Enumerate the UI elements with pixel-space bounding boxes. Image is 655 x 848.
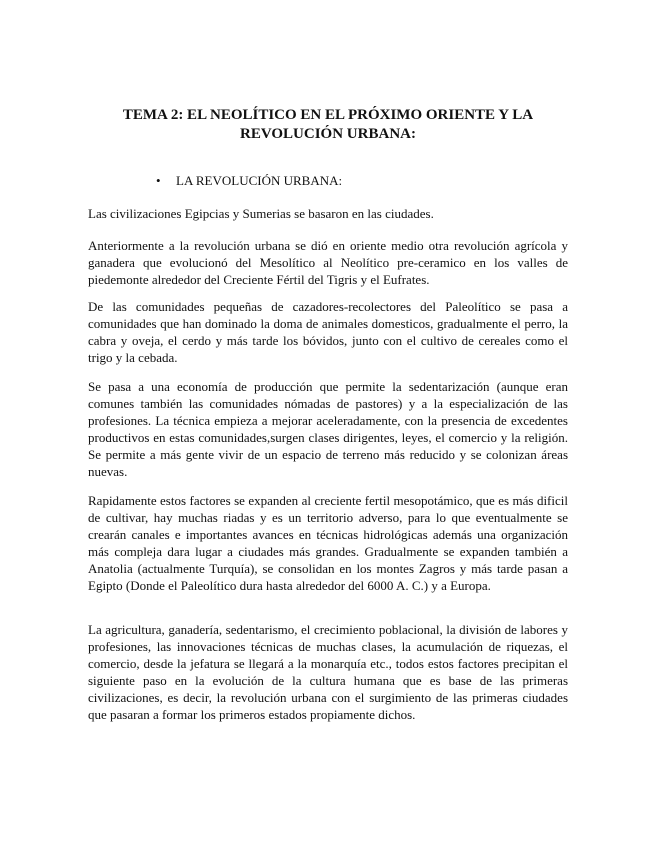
bullet-icon: • (156, 173, 161, 188)
paragraph: Las civilizaciones Egipcias y Sumerias se basaron en las ciudades. (88, 206, 434, 221)
section-heading (156, 172, 342, 189)
paragraph: Rapidamente estos factores se expanden al creciente fertil mesopotámico, que es más dificil de cultivar, hay muchas riadas y es un territorio adverso, para lo que eventualmente se crearán canales e importantes avances en técnicas hidrológicas además una organización más compleja dara lugar a ciudades más grandes. Gradualmente se expanden también a Anatolia (actualmente Turquía), se consolidan en los montes Zagros y más tarde pasan a Egipto (Donde el Paleolítico dura hasta alrededor del 6000 A. C.) y a Europa. (88, 493, 568, 593)
paragraph: Se pasa a una economía de producción que permite la sedentarización (aunque eran comunes también las comunidades nómadas de pastores) y a la especialización de las profesiones. La técnica empieza a mejorar aceleradamente, con la presencia de excedentes productivos en estas comunidades,surgen clases dirigentes, leyes, el comercio y la religión. Se permite a más gente vivir de un espacio de terreno más reducido y se colonizan áreas nuevas. (88, 379, 568, 479)
paragraph: La agricultura, ganadería, sedentarismo, el crecimiento poblacional, la división de labores y profesiones, las innovaciones técnicas de muchas clases, la acumulación de riquezas, el comercio, desde la jefatura se llegará a la monarquía etc., todos estos factores precipitan el siguiente paso en la evolución de la cultura humana que es base de las primeras civilizaciones, es decir, la revolución urbana con el surgimiento de las primeras ciudades que pasaran a formar los primeros estados propiamente dichos. (88, 622, 568, 722)
paragraph: Anteriormente a la revolución urbana se dió en oriente medio otra revolución agrícola y ganadera que evolucionó del Mesolítico al Neolítico pre-ceramico en los valles de piedemonte alrededor del Creciente Fértil del Tigris y el Eufrates. (88, 238, 568, 287)
paragraph: De las comunidades pequeñas de cazadores-recolectores del Paleolítico se pasa a comunidades que han dominado la doma de animales domesticos, gradualmente el perro, la cabra y oveja, el cerdo y más tarde los bóvidos, junto con el cultivo de cereales como el trigo y la cebada. (88, 299, 568, 365)
section-heading-label: LA REVOLUCIÓN URBANA: (176, 173, 343, 188)
document-title: TEMA 2: EL NEOLÍTICO EN EL PRÓXIMO ORIENTE Y LA REVOLUCIÓN URBANA: (122, 107, 534, 142)
